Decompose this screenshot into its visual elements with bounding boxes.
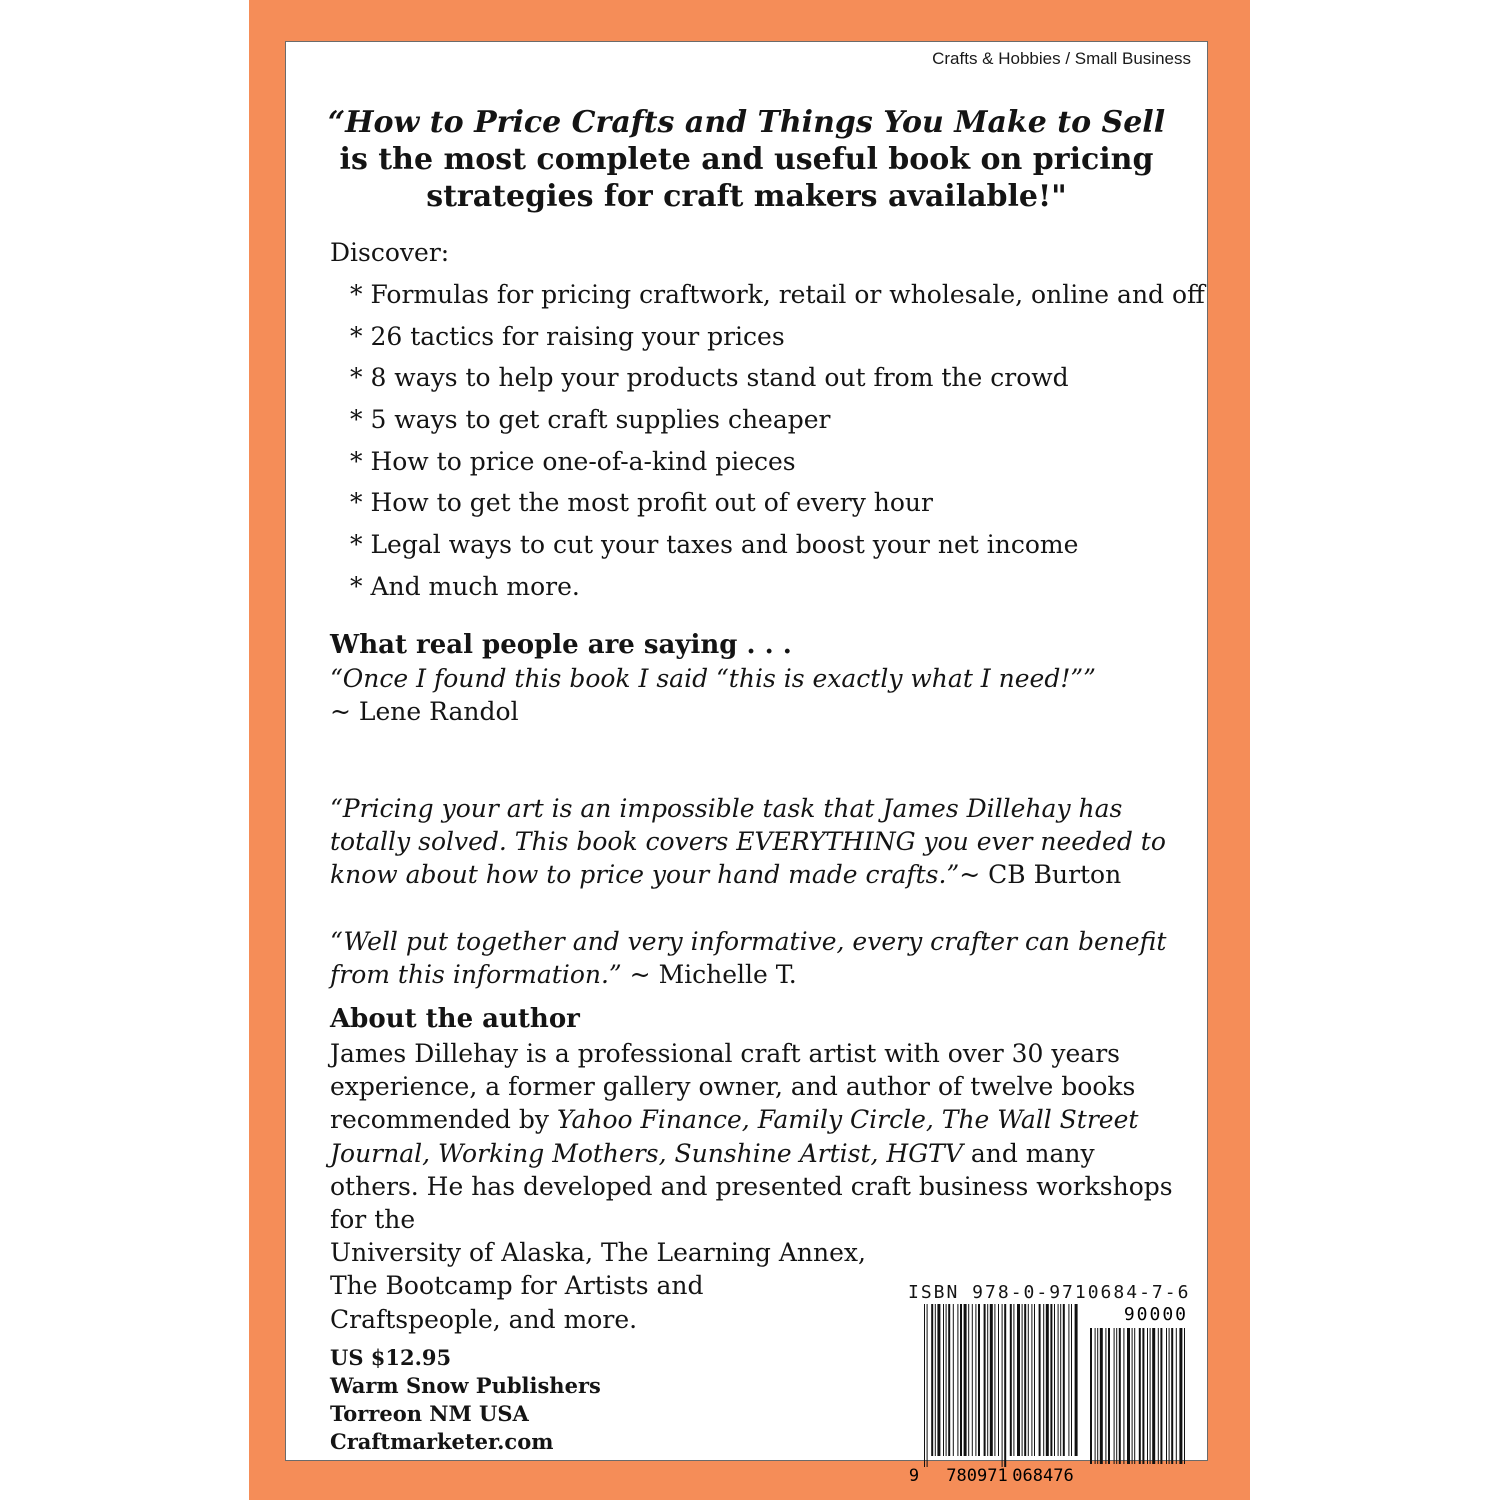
feature-item: * 8 ways to help your products stand out from the crowd [350, 363, 1205, 405]
publisher-website: Craftmarketer.com [330, 1429, 554, 1454]
barcode-bar [1123, 1328, 1124, 1464]
discover-label: Discover: [330, 238, 450, 267]
barcode-bar [1127, 1328, 1130, 1464]
headline-book-title: “How to Price Crafts and Things You Make to Sell [327, 105, 1166, 140]
feature-item: * 26 tactics for raising your prices [350, 322, 1205, 364]
barcode-bar [1097, 1328, 1098, 1464]
price: US $12.95 [330, 1345, 452, 1370]
barcode-bar [1179, 1328, 1182, 1464]
barcode-bar [1043, 1304, 1044, 1456]
barcode-bar [1139, 1328, 1141, 1464]
headline-quote [286, 104, 1207, 215]
barcode-bar [1158, 1328, 1159, 1464]
barcode-bar [1169, 1328, 1170, 1464]
barcode-bar [1105, 1328, 1106, 1464]
barcode-bar [960, 1304, 962, 1456]
barcode-bar [953, 1304, 954, 1456]
barcode-bar [994, 1304, 995, 1456]
barcode [904, 1304, 1194, 1484]
barcode-bar [1152, 1328, 1155, 1464]
price-code: 90000 [1123, 1304, 1188, 1325]
barcode-bar [1046, 1304, 1049, 1456]
testimonial-quote: “Well put together and very informative, every crafter can benefit from this information.” [330, 927, 1167, 989]
barcode-bar [1060, 1304, 1061, 1456]
testimonial [330, 925, 1190, 991]
barcode-bar [990, 1304, 993, 1456]
barcode-bar [1010, 1304, 1012, 1456]
barcode-bar [1176, 1328, 1177, 1464]
headline-line-2: is the most complete and useful book on pricing [339, 142, 1154, 177]
barcode-bar [1075, 1304, 1078, 1456]
barcode-bar [1184, 1328, 1185, 1464]
barcode-bar [1114, 1328, 1115, 1464]
barcode-bar [1147, 1328, 1148, 1464]
barcode-bar [1090, 1328, 1092, 1464]
addon-barcode-bars [1090, 1328, 1185, 1464]
feature-item: * 5 ways to get craft supplies cheaper [350, 405, 1205, 447]
barcode-bar [1071, 1304, 1072, 1456]
publication-list: Yahoo Finance, Family Circle, The Wall Street Journal, Working Mothers, Sunshine Artist, HGTV [330, 1105, 1139, 1168]
author-bio-text: James Dillehay is a professional craft artist with over 30 years experience, a former gallery owner, and author of twelve books recommended by [330, 1039, 1136, 1135]
publisher-location: Torreon NM USA [330, 1401, 529, 1426]
barcode-bar [1058, 1304, 1059, 1456]
ean-digits-right: 068476 [1012, 1466, 1074, 1484]
barcode-bar [964, 1304, 967, 1456]
barcode-bar [1031, 1304, 1032, 1456]
publisher-info [330, 1344, 601, 1456]
testimonial-quote: “Once I found this book I said “this is exactly what I need!”” [330, 664, 1096, 693]
author-bio-paragraph [330, 1037, 1190, 1236]
isbn-label: ISBN 978-0-9710684-7-6 [908, 1282, 1191, 1303]
author-bio-text: and many others. He has developed and presented craft business workshops for the [330, 1138, 1173, 1235]
barcode-bar [1034, 1304, 1035, 1456]
barcode-bar [1028, 1304, 1029, 1456]
barcode-bar [975, 1304, 976, 1456]
barcode-bar [998, 1304, 999, 1456]
barcode-bar [935, 1304, 936, 1456]
testimonial-quote: “Pricing your art is an impossible task that James Dillehay has totally solved. This book covers EVERYTHING you ever needed to know about how to price your hand made crafts.” [330, 794, 1166, 889]
barcode-bar [984, 1304, 986, 1456]
ean-digits-left: 780971 [946, 1466, 1008, 1484]
barcode-bar [1119, 1328, 1121, 1464]
barcode-bar [937, 1304, 940, 1456]
publisher-name: Warm Snow Publishers [330, 1373, 601, 1398]
barcode-bar [1068, 1304, 1069, 1456]
barcode-bar [1013, 1304, 1014, 1456]
barcode-bar [1024, 1304, 1026, 1456]
barcode-bar [1050, 1304, 1052, 1456]
author-bio-line: Craftspeople, and more. [330, 1304, 638, 1334]
barcode-bar [1108, 1328, 1110, 1464]
barcode-bar [1022, 1304, 1023, 1456]
ean-barcode-bars [924, 1304, 1078, 1467]
feature-item: * How to price one-of-a-kind pieces [350, 447, 1205, 489]
headline-line-3: strategies for craft makers available!" [426, 179, 1067, 214]
feature-item: * And much more. [350, 572, 1205, 614]
barcode-bar [1134, 1328, 1135, 1464]
barcode-bar [978, 1304, 980, 1456]
back-cover-panel [285, 41, 1208, 1484]
barcode-bar [1100, 1328, 1103, 1464]
barcode-bar [1166, 1328, 1167, 1464]
barcode-bar [1039, 1304, 1041, 1456]
category-label: Crafts & Hobbies / Small Business [932, 49, 1191, 68]
barcode-bar [946, 1304, 947, 1456]
barcode-bar [987, 1304, 988, 1456]
barcode-bar [1002, 1304, 1003, 1467]
barcode-bar [1095, 1328, 1096, 1464]
feature-item: * Legal ways to cut your taxes and boost your net income [350, 530, 1205, 572]
barcode-bar [1160, 1328, 1162, 1464]
barcode-bar [972, 1304, 973, 1456]
author-bio-line: University of Alaska, The Learning Annex, [330, 1238, 866, 1268]
barcode-bar [931, 1304, 933, 1456]
testimonial [330, 662, 1190, 728]
feature-list [350, 280, 1205, 614]
about-heading: About the author [330, 1004, 580, 1034]
barcode-bar [924, 1304, 925, 1467]
barcode-bar [1017, 1304, 1020, 1456]
barcode-bar [1150, 1328, 1151, 1464]
barcode-bar [1142, 1328, 1144, 1464]
barcode-bar [1116, 1328, 1117, 1464]
testimonial-author: ~ CB Burton [959, 860, 1122, 889]
barcode-bar [948, 1304, 950, 1456]
barcode-bar [1004, 1304, 1006, 1467]
barcode-bar [943, 1304, 944, 1456]
ean-digit-prefix: 9 [908, 1466, 920, 1484]
barcode-bar [927, 1304, 928, 1467]
author-bio-line: The Bootcamp for Artists and [330, 1271, 704, 1301]
barcode-bar [1132, 1328, 1133, 1464]
barcode-bar [1054, 1304, 1055, 1456]
barcode-bar [1171, 1328, 1173, 1464]
testimonial-author: ~ Lene Randol [330, 697, 519, 726]
barcode-bar [968, 1304, 969, 1456]
barcode-bar [957, 1304, 958, 1456]
barcode-bar [1063, 1304, 1065, 1456]
testimonials-heading: What real people are saying . . . [330, 630, 792, 660]
feature-item: * How to get the most profit out of every hour [350, 488, 1205, 530]
feature-item: * Formulas for pricing craftwork, retail or wholesale, online and off [350, 280, 1205, 322]
testimonial-author: ~ Michelle T. [629, 960, 797, 989]
testimonial [330, 792, 1190, 891]
